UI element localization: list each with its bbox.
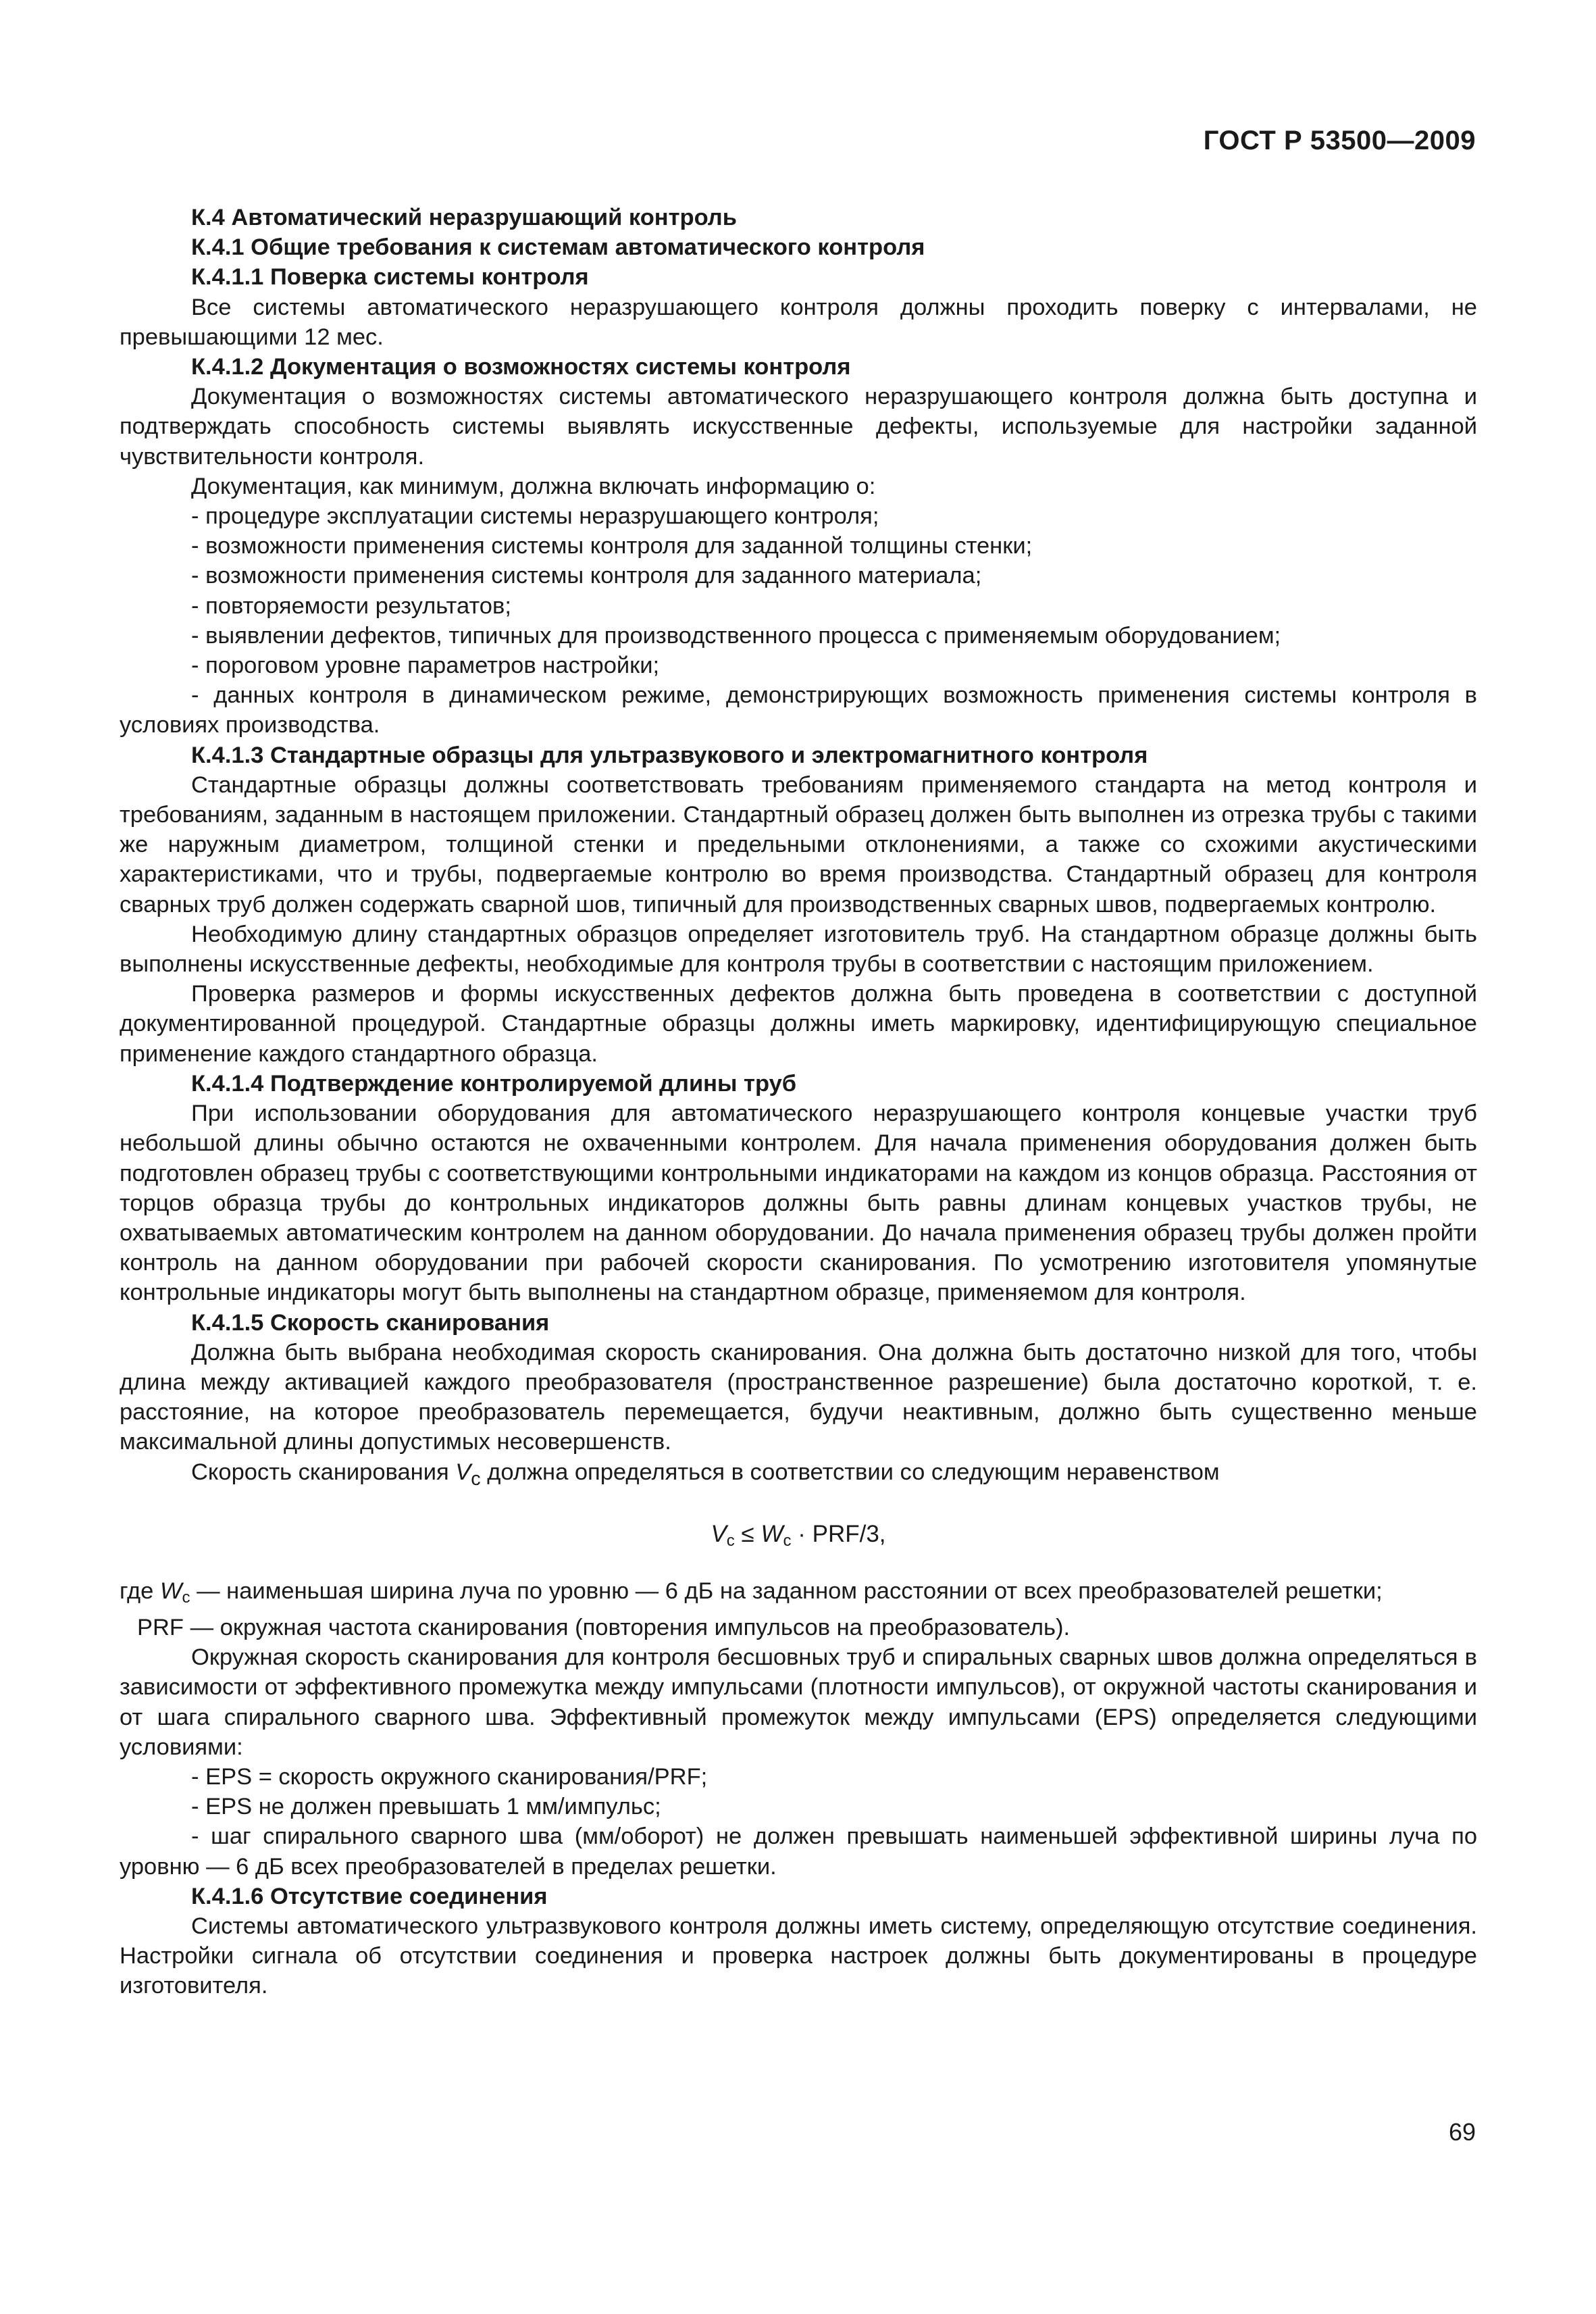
list-item: - пороговом уровне параметров настройки;	[191, 653, 660, 679]
text-fragment: Скорость сканирования	[191, 1459, 456, 1485]
formula-tail: · PRF/3,	[791, 1520, 886, 1547]
symbol: W	[761, 1520, 783, 1547]
list-item: - повторяемости результатов;	[191, 593, 511, 619]
operator: ≤	[734, 1520, 761, 1547]
paragraph: Все системы автоматического неразрушающего контроля должны проходить поверку с интервалами, не превышающими 12 мес.	[120, 294, 1477, 350]
list-item: - данных контроля в динамическом режиме, демонстрирующих возможность применения системы контроля в условиях производства.	[120, 682, 1477, 738]
document-code-header: ГОСТ Р 53500—2009	[1203, 126, 1476, 155]
paragraph: Системы автоматического ультразвукового контроля должны иметь систему, определяющую отсутствие соединения. Настройки сигнала об отсутствии соединения и проверка настроек должны быть документированы в процедуре изготовителя.	[120, 1913, 1477, 1999]
paragraph: Окружная скорость сканирования для контроля бесшовных труб и спиральных сварных швов должна определяться в зависимости от эффективного промежутка между импульсами (плотности импульсов), от окружной частоты сканирования и от шага спирального сварного шва. Эффективный промежуток между импульсами (EPS) определяется следующими условиями:	[120, 1644, 1477, 1760]
formula	[120, 1519, 1477, 1556]
section-heading: К.4.1.3 Стандартные образцы для ультразвукового и электромагнитного контроля	[191, 742, 1148, 768]
paragraph: Документация о возможностях системы автоматического неразрушающего контроля должна быть доступна и подтверждать способность системы выявлять искусственные дефекты, используемые для настройки заданной чувствительности контроля.	[120, 384, 1477, 470]
section-heading: К.4.1.2 Документация о возможностях системы контроля	[191, 354, 851, 380]
paragraph	[120, 1457, 1477, 1494]
symbol: W	[159, 1578, 182, 1604]
subscript: c	[783, 1531, 792, 1550]
text-fragment: — наименьшая ширина луча по уровню — 6 дБ на заданном расстоянии от всех преобразователей решетки;	[190, 1578, 1383, 1604]
paragraph: Стандартные образцы должны соответствовать требованиям применяемого стандарта на метод контроля и требованиям, заданным в настоящем приложении. Стандартный образец должен быть выполнен из отрезка трубы с такими же наружным диаметром, толщиной стенки и предельными отклонениями, а также со схожими акустическими характеристиками, что и трубы, подвергаемые контролю во время производства. Стандартный образец для контроля сварных труб должен содержать сварной шов, типичный для производственных сварных швов, подвергаемых контролю.	[120, 772, 1477, 917]
list-item: - EPS = скорость окружного сканирования/PRF;	[191, 1764, 708, 1790]
document-body	[120, 203, 1477, 2001]
section-heading: К.4.1.5 Скорость сканирования	[191, 1309, 550, 1336]
formula-legend: PRF — окружная частота сканирования (повторения импульсов на преобразователь).	[137, 1615, 1071, 1641]
list-item: - выявлении дефектов, типичных для производственного процесса с применяемым оборудованием;	[191, 622, 1281, 649]
list-item: - возможности применения системы контроля для заданного материала;	[191, 563, 982, 589]
list-item: - процедуре эксплуатации системы неразрушающего контроля;	[191, 503, 879, 530]
subscript: c	[726, 1531, 735, 1550]
list-item: - возможности применения системы контроля для заданной толщины стенки;	[191, 533, 1033, 559]
section-heading: К.4.1.1 Поверка системы контроля	[191, 264, 589, 291]
section-heading: К.4.1 Общие требования к системам автоматического контроля	[191, 234, 925, 261]
paragraph: Документация, как минимум, должна включать информацию о:	[191, 473, 876, 499]
text-fragment: где	[120, 1578, 160, 1604]
paragraph: Необходимую длину стандартных образцов определяет изготовитель труб. На стандартном образце должны быть выполнены искусственные дефекты, необходимые для контроля трубы в соответствии с настоящим приложением.	[120, 921, 1477, 978]
paragraph: Должна быть выбрана необходимая скорость сканирования. Она должна быть достаточно низкой для того, чтобы длина между активацией каждого преобразователя (пространственное разрешение) была достаточно короткой, т. е. расстояние, на которое преобразователь перемещается, будучи неактивным, должно быть существенно меньше максимальной длины допустимых несовершенств.	[120, 1339, 1477, 1455]
section-heading: К.4 Автоматический неразрушающий контроль	[191, 205, 737, 230]
subscript: c	[471, 1467, 481, 1490]
list-item: - EPS не должен превышать 1 мм/импульс;	[191, 1794, 661, 1820]
paragraph: Проверка размеров и формы искусственных дефектов должна быть проведена в соответствии с доступной документированной процедурой. Стандартные образцы должны иметь маркировку, идентифицирующую специальное применение каждого стандартного образца.	[120, 981, 1477, 1067]
section-heading: К.4.1.4 Подтверждение контролируемой длины труб	[191, 1070, 797, 1097]
text-fragment: должна определяться в соответствии со следующим неравенством	[480, 1459, 1220, 1485]
paragraph: При использовании оборудования для автоматического неразрушающего контроля концевые участки труб небольшой длины обычно остаются не охваченными контролем. Для начала применения оборудования должен быть подготовлен образец трубы с соответствующими контрольными индикаторами на каждом из концов образца. Расстояния от торцов образца трубы до контрольных индикаторов должны быть равны длинам концевых участков трубы, не охватываемых автоматическим контролем на данном оборудовании. До начала применения образец трубы должен пройти контроль на данном оборудовании при рабочей скорости сканирования. По усмотрению изготовителя упомянутые контрольные индикаторы могут быть выполнены на стандартном образце, применяемом для контроля.	[120, 1101, 1477, 1306]
page-number: 69	[1448, 2118, 1476, 2146]
formula-legend	[120, 1576, 1477, 1613]
symbol: V	[711, 1520, 727, 1547]
subscript: c	[182, 1588, 190, 1607]
list-item: - шаг спирального сварного шва (мм/оборот) не должен превышать наименьшей эффективной ширины луча по уровню — 6 дБ всех преобразователей в пределах решетки.	[120, 1823, 1477, 1880]
section-heading: К.4.1.6 Отсутствие соединения	[191, 1883, 548, 1909]
symbol: V	[455, 1459, 471, 1485]
